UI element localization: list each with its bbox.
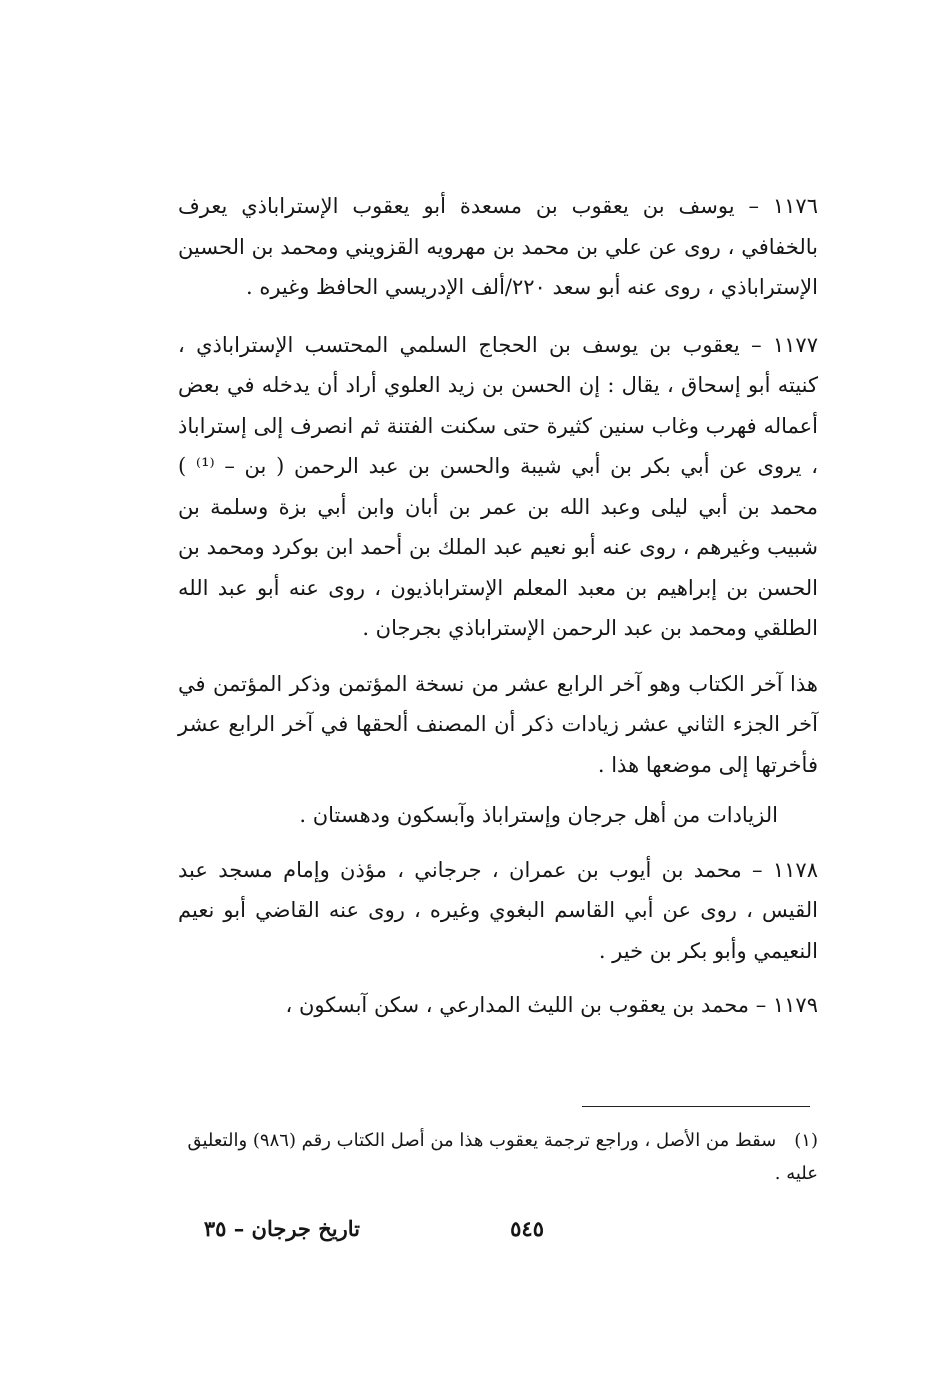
footnote (178, 1124, 818, 1190)
running-title: تاريخ جرجان – ٣٥ (203, 1216, 360, 1241)
additions-heading: الزيادات من أهل جرجان وإستراباذ وآبسكون ودهستان . (299, 803, 778, 827)
page-number: ٥٤٥ (510, 1216, 544, 1241)
biography-entry-1178: ١١٧٨ – محمد بن أيوب بن عمران ، جرجاني ، مؤذن وإمام مسجد عبد القيس ، روى عن أبي القاسم البغوي وغيره ، روى عنه القاضي أبو نعيم النعيمي وأبو بكر بن خير . (178, 857, 818, 963)
footnote-text: سقط من الأصل ، وراجع ترجمة يعقوب هذا من أصل الكتاب رقم (٩٨٦) والتعليق عليه . (187, 1130, 818, 1184)
main-text-block (178, 186, 818, 1026)
biography-entry-1177: ١١٧٧ – يعقوب بن يوسف بن الحجاج السلمي المحتسب الإستراباذي ، كنيته أبو إسحاق ، يقال : إن الحسن بن زيد العلوي أراد أن يدخله في بعض أعماله فهرب وغاب سنين كثيرة حتى سكنت الفتنة ثم انصرف إلى إستراباذ ، يروى عن أبي بكر بن أبي شيبة والحسن بن عبد الرحمن ( بن – ⁽¹⁾ ) محمد بن أبي ليلى وعبد الله بن عمر بن أبان وابن أبي بزة وسلمة بن شبيب وغيرهم ، روى عنه أبو نعيم عبد الملك بن أحمد ابن بوكرد ومحمد بن الحسن بن إبراهيم بن معبد المعلم الإستراباذيون ، روى عنه أبو عبد الله الطلقي ومحمد بن عبد الرحمن الإستراباذي بجرجان . (178, 332, 819, 640)
footnote-separator (582, 1106, 810, 1107)
biography-entry-1176: ١١٧٦ – يوسف بن يعقوب بن مسعدة أبو يعقوب الإستراباذي يعرف بالخفافي ، روى عن علي بن محمد بن مهرويه القزويني ومحمد بن الحسين الإستراباذي ، روى عنه أبو سعد ٢٢٠/ألف الإدريسي الحافظ وغيره . (178, 194, 818, 299)
colophon-paragraph: هذا آخر الكتاب وهو آخر الرابع عشر من نسخة المؤتمن وذكر المؤتمن في آخر الجزء الثاني عشر زيادات ذكر أن المصنف ألحقها في آخر الرابع عشر فأخرتها إلى موضعها هذا . (178, 671, 818, 777)
biography-entry-1179: ١١٧٩ – محمد بن يعقوب بن الليث المدارعي ، سكن آبسكون ، (285, 993, 818, 1017)
footnote-marker: (١) (794, 1130, 818, 1151)
page-footer (0, 1216, 942, 1256)
